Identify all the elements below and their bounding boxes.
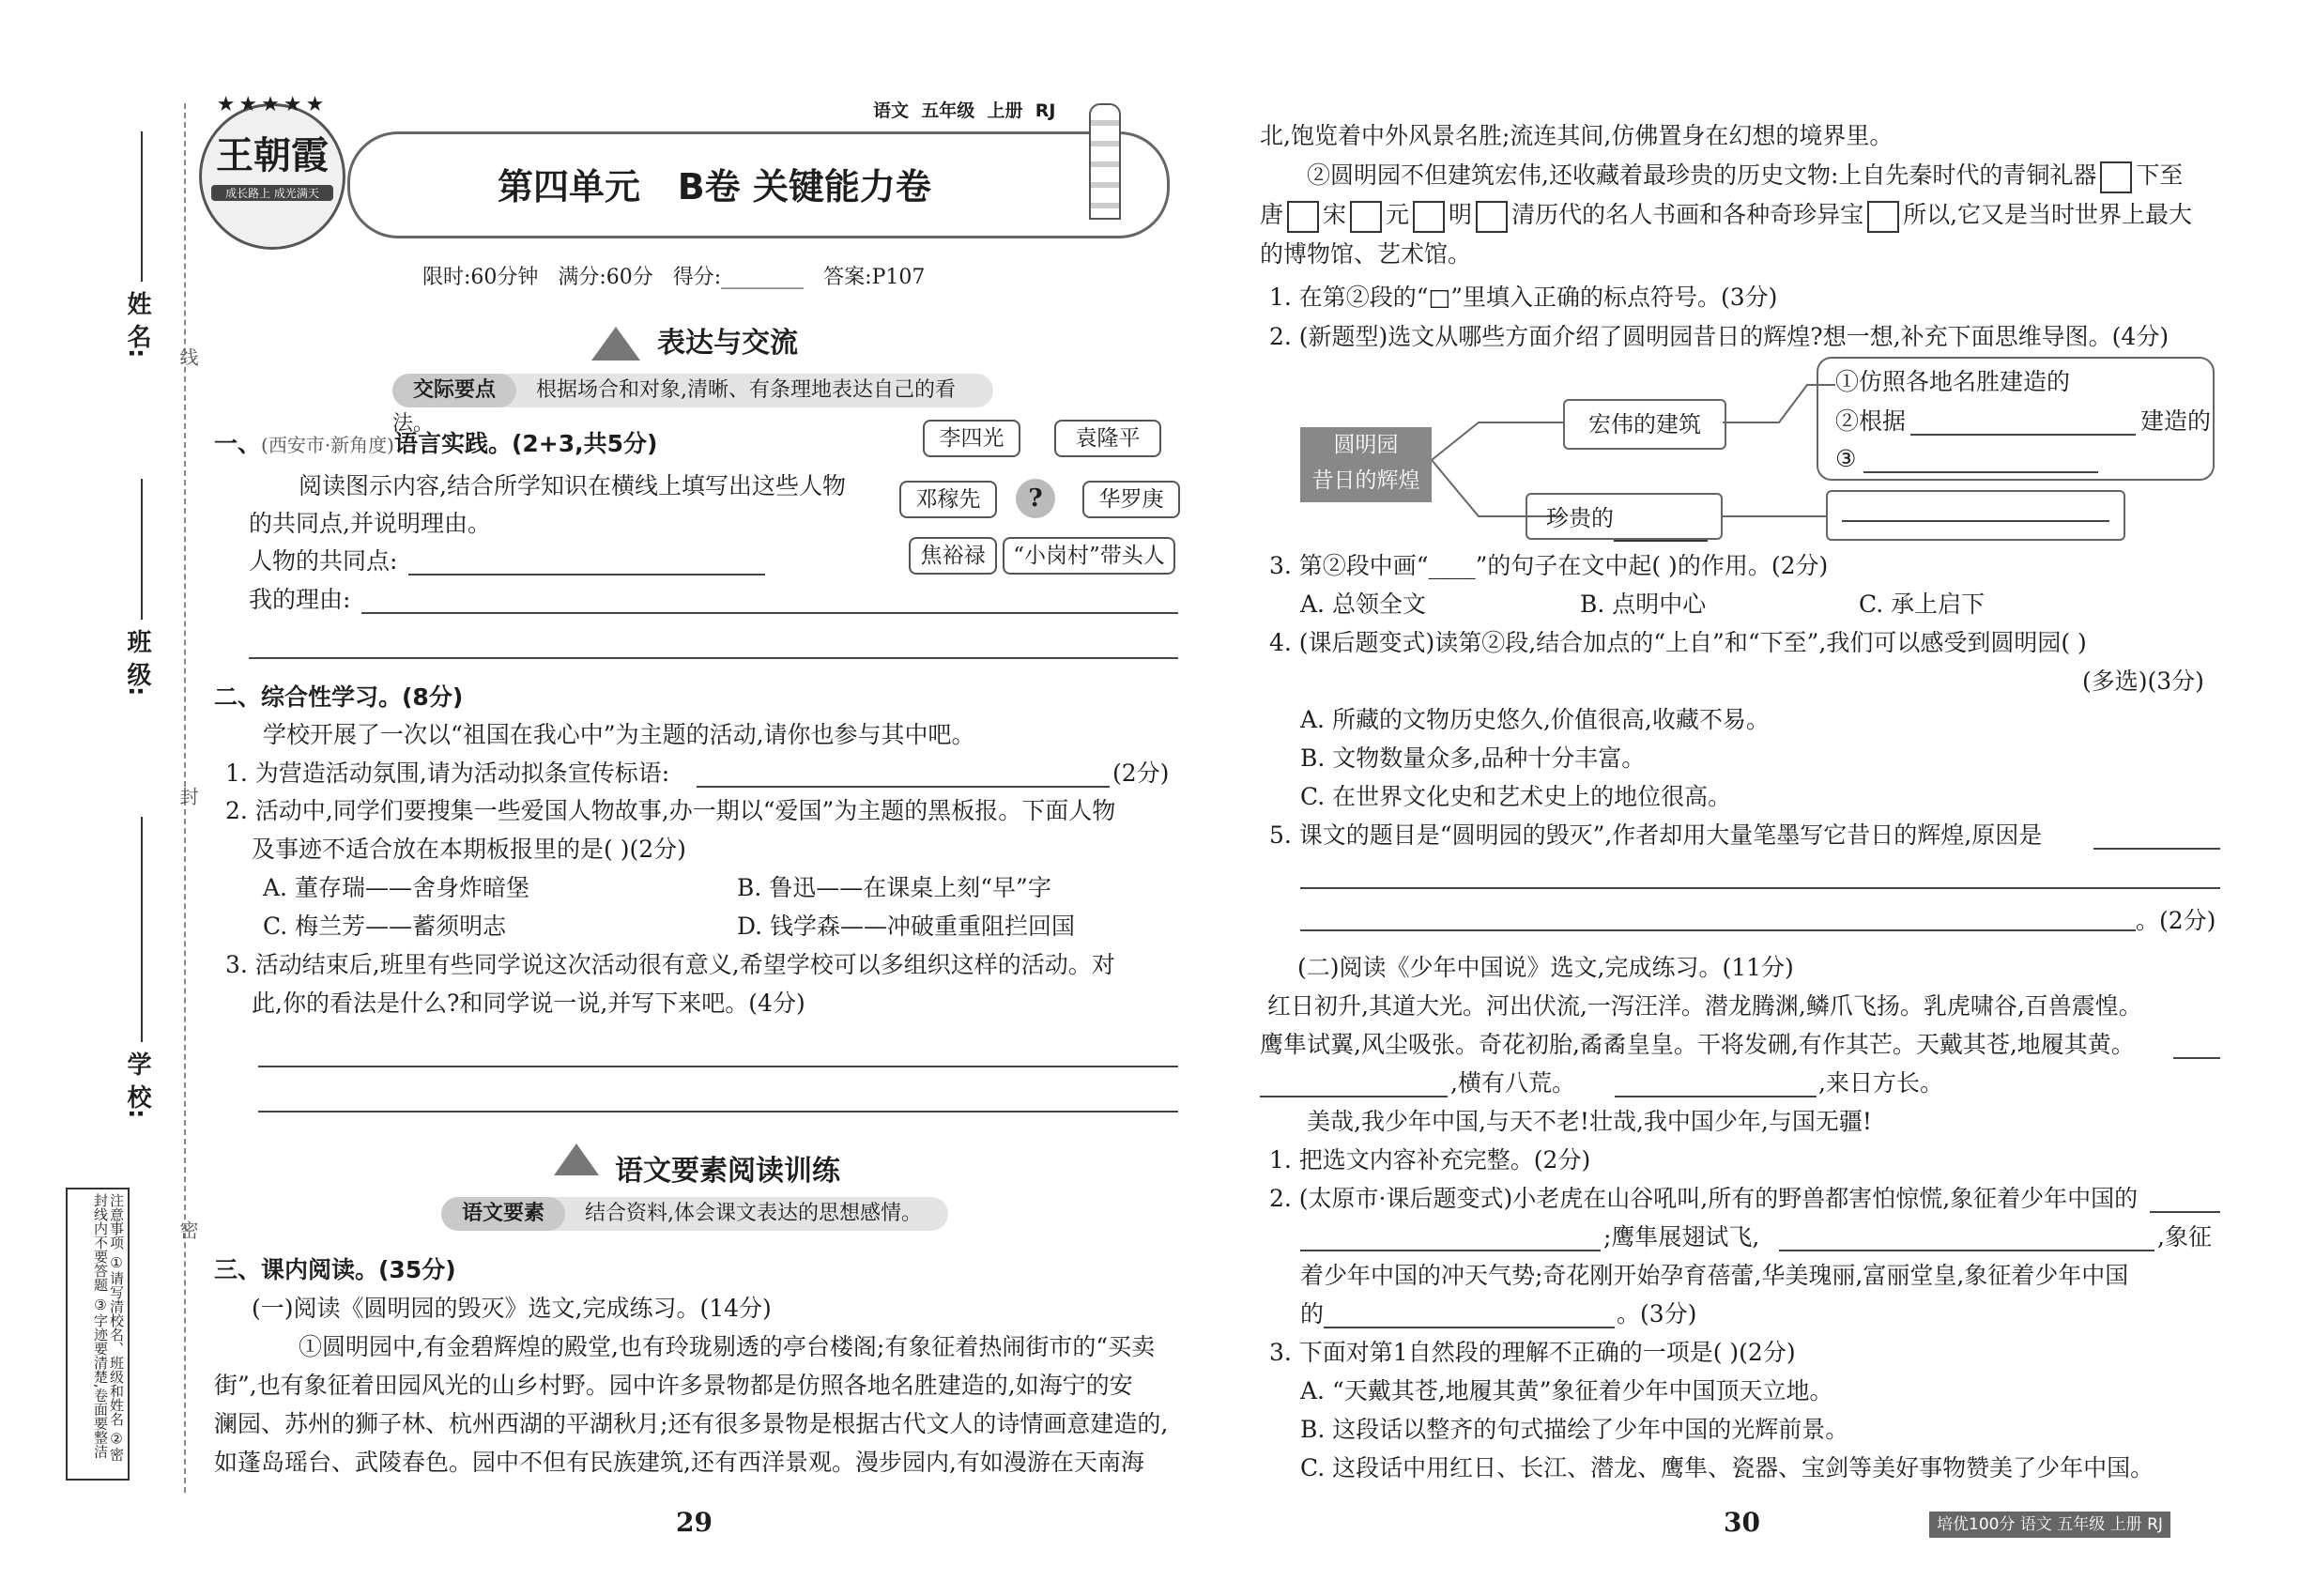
- r-q2: 2. (新题型)选文从哪些方面介绍了圆明园昔日的辉煌?想一想,补充下面思维导图。(4分): [1269, 323, 2170, 350]
- q2-3-answer-line-2[interactable]: [258, 1111, 1178, 1113]
- p2-q2-line2: ;鹰隼展翅试飞,: [1603, 1223, 1760, 1251]
- passage1-line: ①圆明园中,有金碧辉煌的殿堂,也有玲珑剔透的亭台楼阁;有象征着热闹街市的“买卖: [299, 1333, 1156, 1360]
- logo: [199, 93, 345, 250]
- r-q5-answer-line-3[interactable]: [1300, 929, 2136, 931]
- q1-reason-answer-line-2[interactable]: [249, 657, 1178, 659]
- boat-icon-2: [554, 1143, 599, 1175]
- exam-meta: 限时:60分钟 满分:60分 得分:________ 答案:P107: [422, 266, 926, 289]
- r-q4-option-a[interactable]: A. 所藏的文物历史悠久,价值很高,收藏不易。: [1300, 706, 1770, 733]
- mindmap-branch-treasure: 珍贵的: [1526, 493, 1723, 540]
- person-jiao-yulu: 焦裕禄: [909, 537, 997, 575]
- passage1-para2-line3: 的博物馆、艺术馆。: [1260, 240, 1472, 268]
- lighthouse-icon: [1089, 103, 1121, 220]
- r-q1: 1. 在第②段的“□”里填入正确的标点符号。(3分): [1269, 284, 1778, 311]
- p2-q2-blank-3[interactable]: [1779, 1250, 2154, 1251]
- r-q3-option-c[interactable]: C. 承上启下: [1859, 591, 1986, 618]
- p2-q3-option-a[interactable]: A. “天戴其苍,地履其黄”象征着少年中国顶天立地。: [1300, 1377, 1833, 1404]
- p2-q2-line4b: 。(3分): [1617, 1300, 1697, 1327]
- mindmap-branch-building: 宏伟的建筑: [1563, 399, 1726, 450]
- r-q4-option-b[interactable]: B. 文物数量众多,品种十分丰富。: [1300, 744, 1646, 772]
- q2-1-answer-line[interactable]: [697, 786, 1110, 788]
- p2-q2-line1: 2. (太原市·课后题变式)小老虎在山谷吼叫,所有的野兽都害怕惊慌,象征着少年中国的: [1269, 1185, 2139, 1212]
- q2-1: 1. 为营造活动氛围,请为活动拟条宣传标语:: [225, 760, 670, 787]
- r-q4: 4. (课后题变式)读第②段,结合加点的“上自”和“下至”,我们可以感受到圆明园( ): [1269, 629, 2087, 656]
- q2-heading: 二、综合性学习。(8分): [214, 683, 464, 711]
- q1-common-answer-line[interactable]: [408, 574, 765, 575]
- tip-text-2: 结合资料,体会课文表达的思想感情。: [585, 1202, 923, 1225]
- passage1-heading: (一)阅读《圆明园的毁灭》选文,完成练习。(14分): [252, 1295, 772, 1322]
- q2-intro: 学校开展了一次以“祖国在我心中”为主题的活动,请你也参与其中吧。: [263, 721, 975, 748]
- mindmap-sub2-answer[interactable]: [1910, 434, 2136, 436]
- punct-box-1[interactable]: [2100, 161, 2132, 193]
- q1-body-line2: 的共同点,并说明理由。: [249, 510, 491, 537]
- r-q4-option-c[interactable]: C. 在世界文化史和艺术史上的地位很高。: [1300, 783, 1732, 810]
- tip-pill-communication: [392, 374, 993, 436]
- page-number-left: 29: [676, 1507, 713, 1538]
- page-number-right: 30: [1724, 1507, 1760, 1538]
- tip-pill-reading: [441, 1197, 948, 1231]
- r-q3: 3. 第②段中画“____”的句子在文中起( )的作用。(2分): [1269, 552, 1829, 579]
- q2-2-line2: 及事迹不适合放在本期板报里的是( )(2分): [252, 836, 686, 863]
- section-heading-expression: 表达与交流: [657, 327, 798, 360]
- q2-option-a[interactable]: A. 董存瑞——舍身炸暗堡: [263, 874, 529, 901]
- q1-reason-answer-line[interactable]: [361, 612, 1178, 614]
- passage1-line: 街”,也有象征着田园风光的山乡村野。园中许多景物都是仿照各地名胜建造的,如海宁的安: [214, 1372, 1133, 1399]
- q3-heading: 三、课内阅读。(35分): [214, 1256, 456, 1283]
- binding-seal-mark: 封: [176, 787, 199, 806]
- person-hua-luogeng: 华罗庚: [1082, 481, 1180, 518]
- name-line[interactable]: [141, 131, 143, 282]
- passage1-line: 澜园、苏州的狮子林、杭州西湖的平湖秋月;还有很多景物是根据古代文人的诗情画意建造的,: [214, 1410, 1169, 1437]
- r-q5-score: 。(2分): [2136, 907, 2216, 934]
- q2-option-c[interactable]: C. 梅兰芳——蓄须明志: [263, 913, 507, 940]
- passage2-line: ,横有八荒。: [1450, 1069, 1575, 1097]
- punct-box-5[interactable]: [1476, 201, 1508, 233]
- page-title: 第四单元 B卷 关键能力卷: [498, 166, 931, 207]
- r-q5-answer-line-2[interactable]: [1300, 887, 2220, 889]
- r-q5-answer-line-1[interactable]: [2093, 848, 2220, 850]
- p2-q2-line2b: ,象征: [2157, 1223, 2212, 1251]
- p2-q2-line3: 着少年中国的冲天气势;奇花刚开始孕育蓓蕾,华美瑰丽,富丽堂皇,象征着少年中国: [1300, 1262, 2129, 1289]
- mindmap-sub3: ③: [1835, 445, 1857, 472]
- passage1-line: 如蓬岛瑶台、武陵春色。园中不但有民族建筑,还有西洋景观。漫步园内,有如漫游在天南海: [214, 1449, 1144, 1476]
- q2-3-line1: 3. 活动结束后,班里有些同学说这次活动很有意义,希望学校可以多组织这样的活动。对: [225, 951, 1115, 978]
- logo-sub: 成长路上 成光满天: [211, 185, 333, 201]
- mindmap-center: 圆明园 昔日的辉煌: [1300, 427, 1432, 502]
- binding-sealed-mark: 密: [176, 1220, 199, 1239]
- footer-badge: 培优100分 语文 五年级 上册 RJ: [1929, 1512, 2170, 1538]
- mindmap-sub2-b: 建造的: [2140, 407, 2212, 435]
- mindmap-treasure-answer[interactable]: [1614, 515, 1708, 542]
- q2-option-d[interactable]: D. 钱学森——冲破重重阻拦回国: [737, 913, 1076, 940]
- passage1-continued: 北,饱览着中外风景名胜;流连其间,仿佛置身在幻想的境界里。: [1260, 122, 1894, 149]
- r-q5: 5. 课文的题目是“圆明园的毁灭”,作者却用大量笔墨写它昔日的辉煌,原因是: [1269, 821, 2043, 849]
- q1-heading: 一、(西安市·新角度)语言实践。(2+3,共5分): [214, 430, 658, 457]
- p2-q3: 3. 下面对第1自然段的理解不正确的一项是( )(2分): [1269, 1339, 1796, 1366]
- punct-box-2[interactable]: [1287, 201, 1319, 233]
- punct-box-6[interactable]: [1867, 201, 1899, 233]
- mindmap-treasure-result-line[interactable]: [1842, 520, 2109, 522]
- q1-common-label: 人物的共同点:: [249, 547, 398, 575]
- passage2-blank-end[interactable]: [2173, 1057, 2220, 1059]
- p2-q2-blank-2[interactable]: [1300, 1250, 1601, 1251]
- passage2-heading: (二)阅读《少年中国说》选文,完成练习。(11分): [1297, 954, 1794, 981]
- logo-text: 王朝霞: [216, 133, 329, 177]
- mindmap-sub3-answer[interactable]: [1863, 471, 2098, 473]
- passage2-blank-2[interactable]: [1615, 1096, 1817, 1097]
- person-deng-jiaxian: 邓稼先: [899, 481, 997, 518]
- q2-option-b[interactable]: B. 鲁迅——在课桌上刻“早”字: [737, 874, 1051, 901]
- q1-body-line1: 阅读图示内容,结合所学知识在横线上填写出这些人物: [299, 472, 846, 499]
- class-label: 班 级:: [123, 629, 151, 697]
- tip-tag: 交际要点: [392, 374, 516, 407]
- question-circle: ?: [1016, 479, 1055, 518]
- mindmap-treasure-result[interactable]: [1826, 490, 2125, 541]
- notice-box: 注意事项 ①请写清校名、班级和姓名 ②密封线内不要答题 ③字迹要清楚,卷面要整洁: [66, 1188, 130, 1481]
- p2-q2-blank-1[interactable]: [2150, 1211, 2220, 1213]
- tip-tag-2: 语文要素: [441, 1197, 565, 1231]
- person-yuan-longping: 袁隆平: [1054, 420, 1161, 457]
- q2-3-answer-line-1[interactable]: [258, 1066, 1178, 1067]
- school-label: 学 校:: [123, 1051, 151, 1119]
- passage1-para2-line1: ②圆明园不但建筑宏伟,还收藏着最珍贵的历史文物:上自先秦时代的青铜礼器 下至: [1307, 156, 2183, 194]
- name-label: 姓 名:: [123, 291, 151, 359]
- r-q4-score: (多选)(3分): [2082, 668, 2204, 695]
- boat-icon: [591, 327, 640, 361]
- logo-stars: ★★★★★: [216, 93, 329, 116]
- tip-text: 根据场合和对象,清晰、有条理地表达自己的看法。: [392, 378, 957, 436]
- passage2-blank-1[interactable]: [1260, 1096, 1448, 1097]
- punct-box-4[interactable]: [1413, 201, 1445, 233]
- binding-line-mark: 线: [176, 347, 199, 366]
- passage2-line: 红日初升,其道大光。河出伏流,一泻汪洋。潜龙腾渊,鳞爪飞扬。乳虎啸谷,百兽震惶。: [1267, 992, 2142, 1020]
- p2-q2-blank-4[interactable]: [1324, 1327, 1615, 1328]
- passage2-line: 美哉,我少年中国,与天不老!壮哉,我中国少年,与国无疆!: [1307, 1108, 1872, 1135]
- p2-q1: 1. 把选文内容补充完整。(2分): [1269, 1146, 1591, 1174]
- p2-q2-line4a: 的: [1300, 1300, 1325, 1327]
- person-li-siguang: 李四光: [923, 420, 1020, 457]
- passage2-line: 鹰隼试翼,风尘吸张。奇花初胎,矞矞皇皇。干将发硎,有作其芒。天戴其苍,地履其黄。: [1260, 1031, 2135, 1058]
- punct-box-3[interactable]: [1350, 201, 1382, 233]
- p2-q3-option-b[interactable]: B. 这段话以整齐的句式描绘了少年中国的光辉前景。: [1300, 1416, 1849, 1443]
- mindmap-sub1: ①仿照各地名胜建造的: [1835, 368, 2071, 395]
- school-line[interactable]: [141, 817, 143, 1042]
- person-xiaogang-leader: “小岗村”带头人: [1003, 537, 1175, 575]
- class-line[interactable]: [141, 479, 143, 620]
- q1-reason-label: 我的理由:: [249, 586, 351, 613]
- mindmap-sub2-a: ②根据: [1835, 407, 1907, 435]
- r-q3-option-b[interactable]: B. 点明中心: [1580, 591, 1707, 618]
- p2-q3-option-c[interactable]: C. 这段话中用红日、长江、潜龙、鹰隼、瓷器、宝剑等美好事物赞美了少年中国。: [1300, 1454, 2154, 1481]
- q2-2-line1: 2. 活动中,同学们要搜集一些爱国人物故事,办一期以“爱国”为主题的黑板报。下面人物: [225, 797, 1116, 824]
- header-subject: 语文 五年级 上册 RJ: [873, 100, 1056, 121]
- q2-3-line2: 此,你的看法是什么?和同学说一说,并写下来吧。(4分): [252, 990, 805, 1017]
- r-q3-option-a[interactable]: A. 总领全文: [1300, 591, 1426, 618]
- passage2-line: ,来日方长。: [1818, 1069, 1943, 1097]
- q2-1-score: (2分): [1112, 760, 1170, 787]
- section-heading-reading: 语文要素阅读训练: [615, 1155, 840, 1188]
- passage1-para2-line2: 唐 宋 元 明 清历代的名人书画和各种奇珍异宝 所以,它又是当时世界上最大: [1260, 195, 2192, 234]
